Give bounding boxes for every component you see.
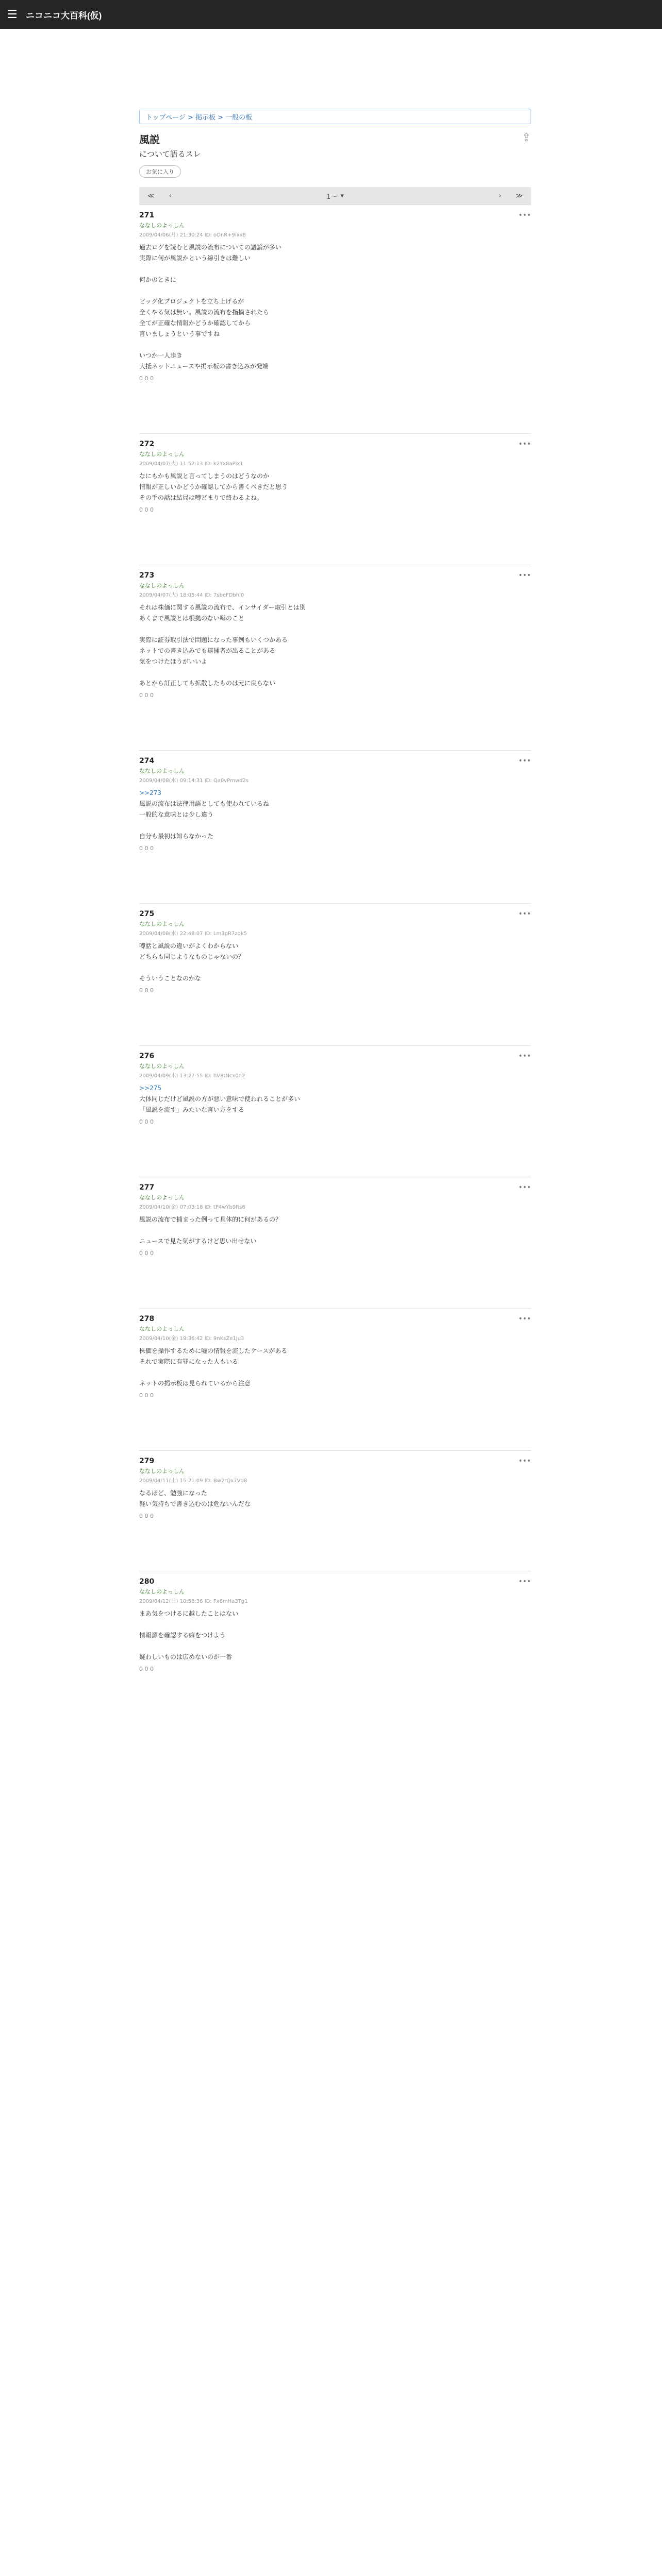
post bbox=[139, 1450, 531, 1524]
post-line bbox=[139, 1367, 531, 1378]
post-line: 風説の流布は法律用語としても使われているね bbox=[139, 800, 270, 807]
post-line: ニュースで見た気がするけど思い出せない bbox=[139, 1238, 257, 1245]
post-list bbox=[139, 205, 531, 1724]
post-number[interactable]: 278 bbox=[139, 1315, 155, 1323]
post-line: 情報源を確認する癖をつけよう bbox=[139, 1632, 226, 1639]
post-line[interactable]: >>273 bbox=[139, 789, 162, 796]
post-line: その手の話は結局は噂どまりで終わるよね。 bbox=[139, 494, 263, 501]
post-menu-icon[interactable]: ••• bbox=[518, 571, 531, 580]
post-date: 2009/04/08(水) 09:14:31 ID: Qa0vPmwd2s bbox=[139, 778, 249, 784]
post-spacer bbox=[139, 1677, 531, 1724]
post-number[interactable]: 273 bbox=[139, 571, 155, 580]
share-icon[interactable]: ⇪ bbox=[521, 131, 531, 144]
post-line: ネットでの書き込みでも逮捕者が出ることがある bbox=[139, 647, 276, 654]
post-line: なにもかも風説と言ってしまうのはどうなのか bbox=[139, 472, 270, 480]
post-spacer bbox=[139, 704, 531, 750]
post-menu-icon[interactable]: ••• bbox=[518, 1183, 531, 1192]
post-date: 2009/04/11(土) 15:21:09 ID: Bw2rQx7Vd8 bbox=[139, 1478, 247, 1484]
post-author: ななしのよっしん bbox=[139, 1194, 185, 1201]
top-bar bbox=[0, 0, 662, 29]
post-header bbox=[139, 1457, 531, 1465]
pagination bbox=[139, 187, 531, 205]
post-spacer bbox=[139, 999, 531, 1045]
post-spacer bbox=[139, 1524, 531, 1571]
post-line: いつか一人歩き bbox=[139, 352, 183, 359]
post-body bbox=[139, 1608, 531, 1663]
post-number[interactable]: 277 bbox=[139, 1183, 155, 1192]
post-line: 疑わしいものは広めないのが一番 bbox=[139, 1653, 233, 1660]
post-body bbox=[139, 1488, 531, 1510]
post-menu-icon[interactable]: ••• bbox=[518, 211, 531, 219]
post-line: そういうことなのかな bbox=[139, 975, 202, 982]
page-title: 風説 bbox=[139, 134, 160, 146]
post-line: 過去ログを読むと風説の流布についての議論が多い bbox=[139, 244, 282, 251]
post bbox=[139, 1308, 531, 1404]
post-number[interactable]: 276 bbox=[139, 1052, 155, 1060]
post-line: なるほど、勉強になった bbox=[139, 1489, 208, 1497]
post-body bbox=[139, 1214, 531, 1247]
post-line: あとから訂正しても拡散したものは元に戻らない bbox=[139, 680, 276, 687]
post-line bbox=[139, 624, 531, 635]
post-date: 2009/04/06(月) 21:30:24 ID: oOnR+9ixx8 bbox=[139, 232, 246, 238]
post-line: 情報が正しいかどうか確認してから書くべきだと思う bbox=[139, 483, 288, 490]
post-header bbox=[139, 910, 531, 918]
reaction-buttons[interactable]: 0 0 0 bbox=[139, 692, 154, 699]
post-line: あくまで風説とは根拠のない噂のこと bbox=[139, 615, 245, 622]
page-select[interactable]: 1〜 bbox=[326, 193, 338, 201]
post-line bbox=[139, 1641, 531, 1652]
reaction-buttons[interactable]: 0 0 0 bbox=[139, 845, 154, 852]
post-body bbox=[139, 1346, 531, 1389]
post-body bbox=[139, 242, 531, 372]
post-author: ななしのよっしん bbox=[139, 1326, 185, 1332]
post bbox=[139, 1177, 531, 1262]
post-menu-icon[interactable]: ••• bbox=[518, 1315, 531, 1323]
post bbox=[139, 433, 531, 518]
page-subtitle: について語るスレ bbox=[139, 149, 201, 159]
post-menu-icon[interactable]: ••• bbox=[518, 440, 531, 448]
post bbox=[139, 1571, 531, 1677]
post-line: 全てが正確な情報かどうか確認してから bbox=[139, 319, 251, 327]
reaction-buttons[interactable]: 0 0 0 bbox=[139, 1666, 154, 1672]
post-date: 2009/04/08(水) 22:48:07 ID: Lm3pR7zqk5 bbox=[139, 931, 247, 937]
post-line: 何かのときに bbox=[139, 276, 177, 283]
reaction-buttons[interactable]: 0 0 0 bbox=[139, 1250, 154, 1257]
post bbox=[139, 1045, 531, 1130]
prev-page-button[interactable]: ‹ bbox=[169, 192, 172, 200]
post-line: 軽い気持ちで書き込むのは危ないんだな bbox=[139, 1500, 251, 1507]
post-line: ネットの掲示板は見られているから注意 bbox=[139, 1380, 251, 1387]
post-line[interactable]: >>275 bbox=[139, 1084, 162, 1092]
post-date: 2009/04/10(金) 07:03:18 ID: tP4wYb9Rs6 bbox=[139, 1205, 245, 1210]
last-page-button[interactable]: ≫ bbox=[516, 192, 523, 200]
post-line bbox=[139, 962, 531, 973]
post-header bbox=[139, 440, 531, 448]
post-body bbox=[139, 788, 531, 842]
post-spacer bbox=[139, 387, 531, 433]
post-date: 2009/04/12(日) 10:58:36 ID: Fx6mHa3Tg1 bbox=[139, 1599, 248, 1604]
post-line: 「風説を流す」みたいな言い方をする bbox=[139, 1106, 245, 1113]
post-spacer bbox=[139, 1404, 531, 1450]
breadcrumb[interactable]: トップページ > 掲示板 > 一般の板 bbox=[139, 109, 531, 124]
post-author: ななしのよっしん bbox=[139, 1468, 185, 1475]
post-line: 実際に何が風説かという線引きは難しい bbox=[139, 255, 251, 262]
post-line: それは株価に関する風説の流布で、インサイダー取引とは別 bbox=[139, 604, 306, 611]
hamburger-icon[interactable]: ☰ bbox=[7, 8, 18, 21]
post-line bbox=[139, 340, 531, 350]
post-menu-icon[interactable]: ••• bbox=[518, 1457, 531, 1465]
post-menu-icon[interactable]: ••• bbox=[518, 1578, 531, 1586]
post-number[interactable]: 271 bbox=[139, 211, 155, 219]
post-line bbox=[139, 1619, 531, 1630]
article-header bbox=[139, 131, 531, 178]
post-author: ななしのよっしん bbox=[139, 451, 185, 457]
post-line bbox=[139, 264, 531, 275]
post-line: まあ気をつけるに越したことはない bbox=[139, 1610, 239, 1617]
post-body bbox=[139, 1083, 531, 1115]
post-menu-icon[interactable]: ••• bbox=[518, 1052, 531, 1060]
post-spacer bbox=[139, 1130, 531, 1177]
post-menu-icon[interactable]: ••• bbox=[518, 910, 531, 918]
post-spacer bbox=[139, 857, 531, 903]
chevron-down-icon: ▾ bbox=[340, 192, 344, 200]
reaction-buttons[interactable]: 0 0 0 bbox=[139, 506, 154, 513]
post bbox=[139, 903, 531, 999]
post-header bbox=[139, 1578, 531, 1586]
main-content bbox=[139, 29, 531, 2576]
post-header bbox=[139, 1183, 531, 1192]
post-line: 風説の流布で捕まった例って具体的に何があるの？ bbox=[139, 1216, 282, 1223]
post-line: どちらも同じようなものじゃないの？ bbox=[139, 953, 245, 960]
first-page-button[interactable]: ≪ bbox=[147, 192, 155, 200]
post-number[interactable]: 274 bbox=[139, 757, 155, 765]
post-author: ななしのよっしん bbox=[139, 222, 185, 229]
post-number[interactable]: 280 bbox=[139, 1578, 155, 1586]
post-line: ピッグ化プロジェクトを立ち上げるが bbox=[139, 298, 244, 305]
post-number[interactable]: 272 bbox=[139, 440, 155, 448]
post-header bbox=[139, 1052, 531, 1060]
post-line: 全くやる気は無い。風説の流布を指摘されたら bbox=[139, 309, 270, 316]
post-line bbox=[139, 820, 531, 831]
post-author: ななしのよっしん bbox=[139, 1063, 185, 1070]
site-logo[interactable]: ニコニコ大百科(仮) bbox=[26, 10, 102, 21]
post-author: ななしのよっしん bbox=[139, 1588, 185, 1595]
post-line: 気をつけたほうがいいよ bbox=[139, 658, 208, 665]
post-menu-icon[interactable]: ••• bbox=[518, 757, 531, 765]
post-body bbox=[139, 471, 531, 503]
post-line: それで実際に有罪になった人もいる bbox=[139, 1358, 239, 1365]
post-line: 実際に証券取引法で問題になった事例もいくつかある bbox=[139, 636, 288, 643]
post-date: 2009/04/07(火) 18:05:44 ID: 7sbeFDbhl0 bbox=[139, 592, 244, 598]
post-line: 一般的な意味とは少し違う bbox=[139, 811, 214, 818]
post-line: 株価を操作するために嘘の情報を流したケースがある bbox=[139, 1347, 288, 1354]
reaction-buttons[interactable]: 0 0 0 bbox=[139, 1513, 154, 1519]
post-header bbox=[139, 757, 531, 765]
reaction-buttons[interactable]: 0 0 0 bbox=[139, 375, 154, 382]
post-header bbox=[139, 211, 531, 219]
post-line: 言いましょうという事ですね bbox=[139, 330, 220, 337]
post-line: 自分も最初は知らなかった bbox=[139, 833, 214, 840]
next-page-button[interactable]: › bbox=[499, 192, 502, 200]
post-line bbox=[139, 667, 531, 678]
post-line bbox=[139, 285, 531, 296]
reaction-buttons[interactable]: 0 0 0 bbox=[139, 987, 154, 994]
post-number[interactable]: 279 bbox=[139, 1457, 155, 1465]
post bbox=[139, 750, 531, 857]
post-header bbox=[139, 1315, 531, 1323]
post-header bbox=[139, 571, 531, 580]
post-body bbox=[139, 941, 531, 984]
post-spacer bbox=[139, 518, 531, 565]
post-author: ななしのよっしん bbox=[139, 582, 185, 589]
post-spacer bbox=[139, 1262, 531, 1308]
post bbox=[139, 565, 531, 704]
reaction-buttons[interactable]: 0 0 0 bbox=[139, 1392, 154, 1399]
favorite-button[interactable]: お気に入り bbox=[139, 165, 181, 178]
post bbox=[139, 205, 531, 387]
post-date: 2009/04/09(木) 13:27:55 ID: hV8tNcx0q2 bbox=[139, 1073, 245, 1079]
post-author: ななしのよっしん bbox=[139, 921, 185, 927]
post-line: 大体同じだけど風説の方が悪い意味で使われることが多い bbox=[139, 1095, 301, 1103]
post-line bbox=[139, 1225, 531, 1236]
post-author: ななしのよっしん bbox=[139, 768, 185, 774]
post-body bbox=[139, 602, 531, 689]
post-date: 2009/04/07(火) 11:52:13 ID: k2Yx8aPlx1 bbox=[139, 461, 243, 467]
post-date: 2009/04/10(金) 19:36:42 ID: 9nKsZe1Ju3 bbox=[139, 1336, 244, 1342]
post-line: 噂話と風説の違いがよくわからない bbox=[139, 942, 239, 950]
post-line: 大抵ネットニュースや掲示板の書き込みが発端 bbox=[139, 363, 269, 370]
post-number[interactable]: 275 bbox=[139, 910, 155, 918]
reaction-buttons[interactable]: 0 0 0 bbox=[139, 1118, 154, 1125]
